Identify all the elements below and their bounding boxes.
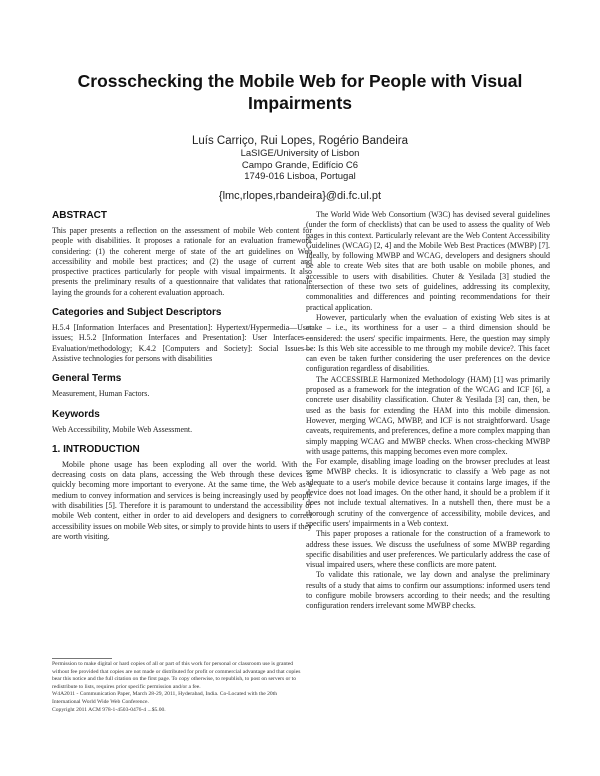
author-names: Luís Carriço, Rui Lopes, Rogério Bandeira [191,135,409,147]
body-paragraph-2: However, particularly when the evaluation of existing Web sites is at stake – i.e., its worthiness for a user – a third dimension should be considered: the users' specific impairments. Here, the question may simply be: Is this Web site accessible to me through my mobile device?. This facet can even be taken further considering the user preferences on the device configuration regardless of disabilities. [306,312,550,374]
body-paragraph-6: To validate this rationale, we lay down and analyse the preliminary results of a study that aims to confirm our assumptions: informed users tend to configure mobile browsers according to their needs; and the resulting configuration renders irrelevant some MWBP checks. [306,570,550,611]
categories-heading: Categories and Subject Descriptors [52,307,222,319]
affiliation-line-1: LaSIGE/University of Lisbon [240,148,360,159]
permission-footnote [52,658,302,714]
author-block [150,134,450,203]
abstract-section [52,210,312,298]
body-paragraph-1: The World Wide Web Consortium (W3C) has devised several guidelines (under the form of checklists) that can be used to assess the quality of Web pages in this context. Particularly relevant are the Web Content Accessibility Guidelines (WCAG) [2, 4] and the Mobile Web Best Practices (MWBP) [7]. Ideally, by following MWBP and WCAG, developers and designers should be able to create Web sites that are both usable on mobile phones, and accessible to users with disabilities. Chuter & Yesilada [3] studied the intersection of these two sets of guidelines, addressing its complexity, commonalities and differences and pointing recommendations for their practical application. [306,210,550,312]
introduction-section [52,444,312,542]
body-paragraph-4: For example, disabling image loading on the browser precludes at least some MWBP checks. It is idiosyncratic to classify a Web page as not adequate to a user's mobile device because it contains large images, if the device does not load images. On the other hand, it should be a problem if it does not include textual alternatives. In a nutshell then, there must be a thorough scrutiny of the convergence of accessibility, mobile devices, and specific users' impairments in a Web context. [306,457,550,528]
abstract-heading: ABSTRACT [52,210,107,221]
author-email: {lmc,rlopes,rbandeira}@di.fc.ul.pt [218,189,382,202]
introduction-text: Mobile phone usage has been exploding all over the world. With the decreasing costs on data plans, accessing the Web through these devices is quickly becoming more important to everyone. At the same time, the Web as a medium to convey information and services is being increasingly used by people with disabilities [5]. Therefore it is paramount to understand the accessibility of mobile Web content, either in order to aid developers and designers to correct accessibility issues on mobile Web sites, or simply to provide hints to users if they are worth visiting. [52,459,312,541]
keywords-section [52,409,312,435]
right-column [306,210,550,612]
body-paragraph-3: The ACCESSIBLE Harmonized Methodology (HAM) [1] was primarily proposed as a framework for the integration of the WCAG and ICF [6], a concrete user disability classification. Chuter & Yesilada [3] can, then, be used as the basis for extending the HAM into this mobile dimension. However, merging WCAG, MWBP, and ICF is not straightforward. Usage caveats, requirements, and preferences, define a more complex mapping than simply mapping WCAG and MWBP checks. When cross-checking MWBP with usage patterns, this mapping becomes even more complex. [306,374,550,456]
affiliation-line-2: Campo Grande, Edifício C6 [241,159,359,171]
categories-text: H.5.4 [Information Interfaces and Presentation]: Hypertext/Hypermedia—User issues; H.5.2 [Information Interfaces and Presentation]: User Interfaces—Evaluation/methodology; K.4.2 [Computers and Society]: Social Issues—Assistive technologies for persons with disabilities [52,323,312,363]
terms-text: Measurement, Human Factors. [52,389,150,399]
keywords-heading: Keywords [52,408,100,420]
body-paragraph-5: This paper proposes a rationale for the construction of a framework to address these issues. We discuss the usefulness of some MWBP regarding specific disabilities and user preferences. We particularly address the case of visual impaired users, where these conflicts are more patent. [306,529,550,570]
abstract-text: This paper presents a reflection on the assessment of mobile Web content for people with disabilities. It proposes a rationale for an evaluation framework considering: (1) the coherent merge of state of the art guidelines on Web accessibility and mobile best practices; and (2) the usage of current and prospective practices particularly for people with visual impairments. It also presents the preliminary results of a questionnaire that validates that rationale laying the grounds for a coherent evaluation approach. [52,226,312,297]
affiliation-line-3: 1749-016 Lisboa, Portugal [244,171,356,182]
footnote-divider [52,658,112,659]
keywords-text: Web Accessibility, Mobile Web Assessment. [52,424,193,434]
categories-section [52,307,312,364]
paper-title: Crosschecking the Mobile Web for People with Visual Impairments [77,71,523,113]
permission-text: Permission to make digital or hard copies of all or part of this work for personal or classroom use is granted without fee provided that copies are not made or distributed for profit or commercial advantage and that copies bear this notice and the full citation on the first page. To copy otherwise, to republish, to post on servers or to redistribute to lists, requires prior specific permission and/or a fee. [52,661,301,690]
introduction-heading: 1. INTRODUCTION [52,443,140,455]
terms-heading: General Terms [52,373,122,385]
copyright-text: Copyright 2011 ACM 978-1-4503-0476-4 ...$5.00. [52,706,166,713]
terms-section [52,373,312,399]
left-column [52,210,312,551]
venue-text: W4A2011 - Communication Paper, March 28-29, 2011, Hyderabad, India. Co-Located with the 20th International World Wide Web Conference. [52,691,278,705]
